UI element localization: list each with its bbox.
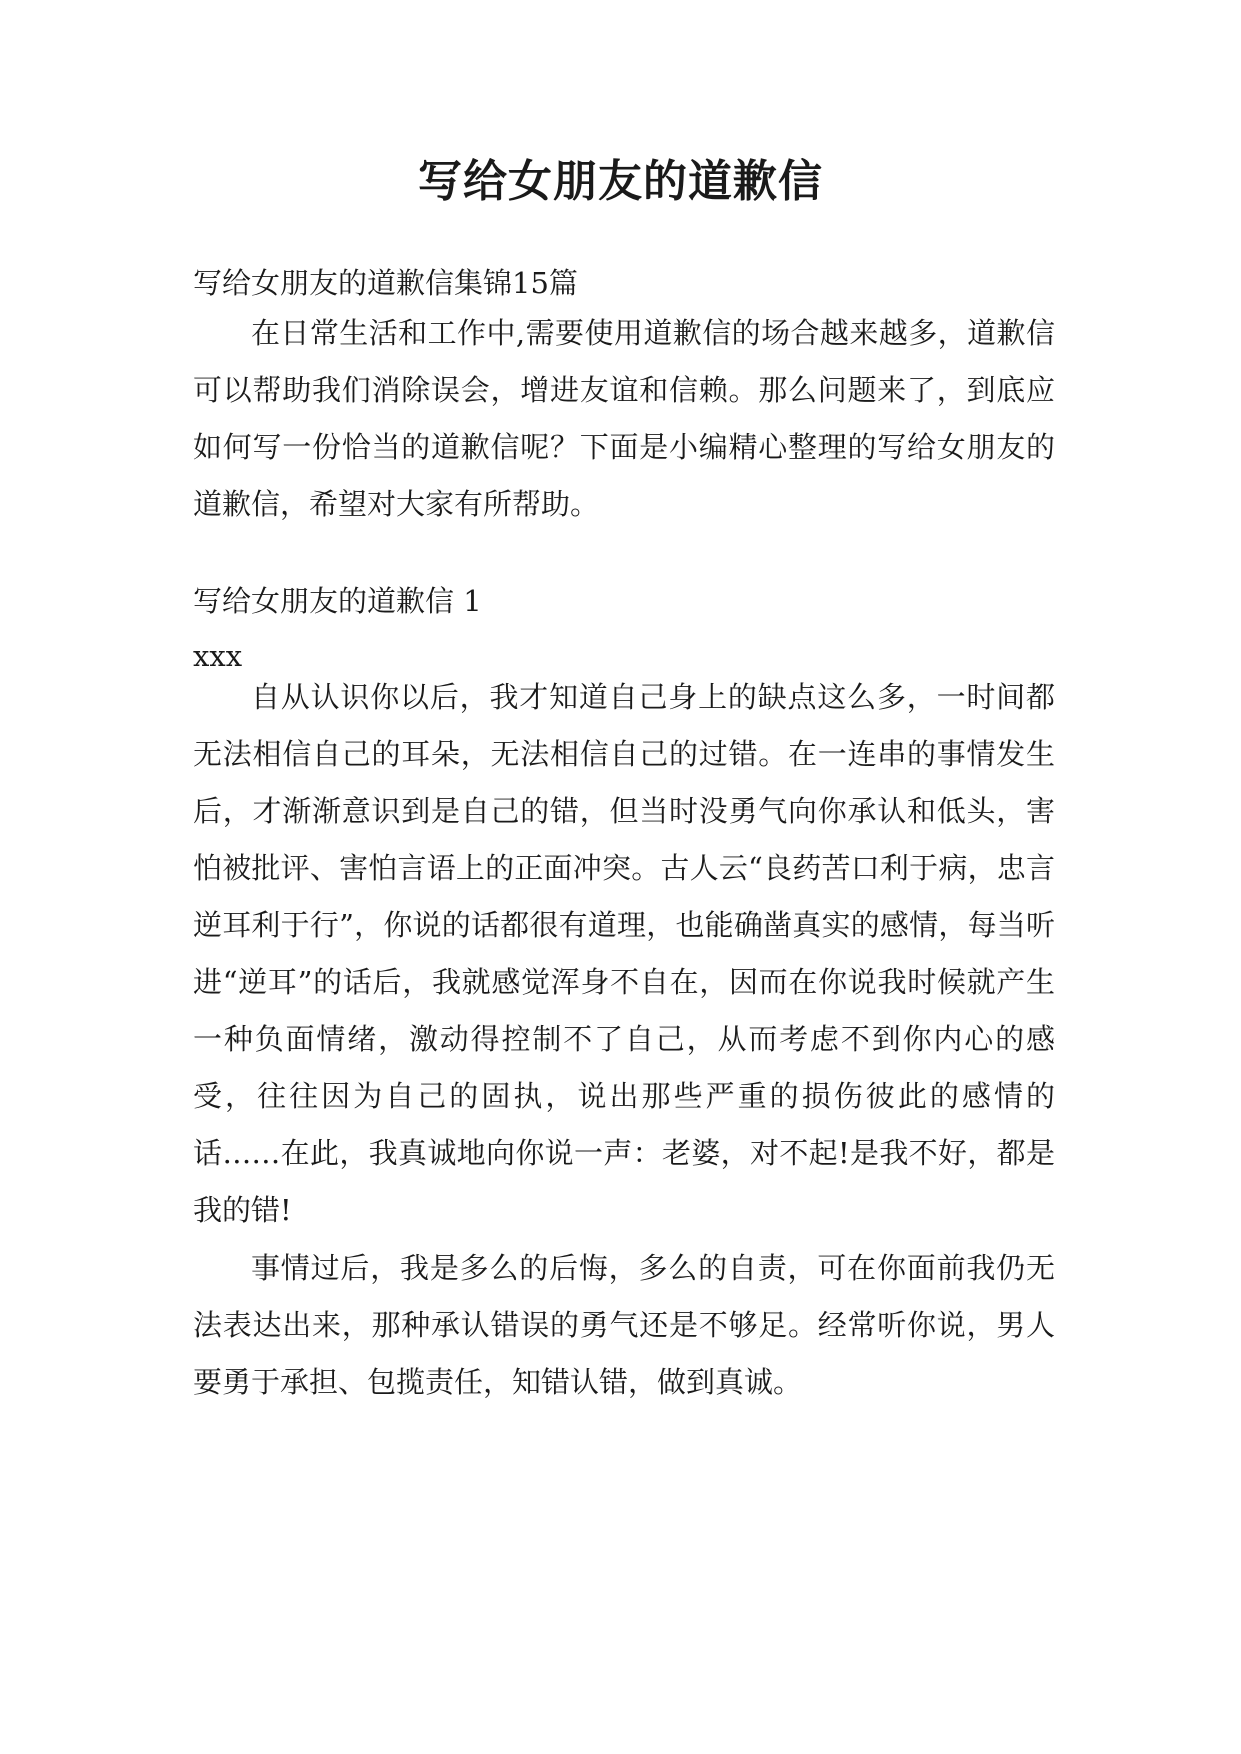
document-subtitle: 写给女朋友的道歉信集锦15篇 <box>193 266 578 300</box>
intro-paragraph: 在日常生活和工作中,需要使用道歉信的场合越来越多，道歉信可以帮助我们消除误会，增进友谊和信赖。那么问题来了，到底应如何写一份恰当的道歉信呢？下面是小编精心整理的写给女朋友的道歉信，希望对大家有所帮助。 <box>193 316 1055 521</box>
letter-paragraph-1: 自从认识你以后，我才知道自己身上的缺点这么多，一时间都无法相信自己的耳朵，无法相信自己的过错。在一连串的事情发生后，才渐渐意识到是自己的错，但当时没勇气向你承认和低头，害怕被批评、害怕言语上的正面冲突。古人云“良药苦口利于病，忠言逆耳利于行”，你说的话都很有道理，也能确凿真实的感情，每当听进“逆耳”的话后，我就感觉浑身不自在，因而在你说我时候就产生一种负面情绪，激动得控制不了自己，从而考虑不到你内心的感受，往往因为自己的固执，说出那些严重的损伤彼此的感情的话……在此，我真诚地向你说一声：老婆，对不起!是我不好，都是我的错! <box>193 680 1055 1227</box>
salutation: xxx <box>193 639 243 673</box>
letter-paragraph-2: 事情过后，我是多么的后悔，多么的自责，可在你面前我仍无法表达出来，那种承认错误的勇气还是不够足。经常听你说，男人要勇于承担、包揽责任，知错认错，做到真诚。 <box>193 1251 1055 1399</box>
section-heading: 写给女朋友的道歉信 1 <box>193 584 482 618</box>
document-title: 写给女朋友的道歉信 <box>418 156 823 207</box>
